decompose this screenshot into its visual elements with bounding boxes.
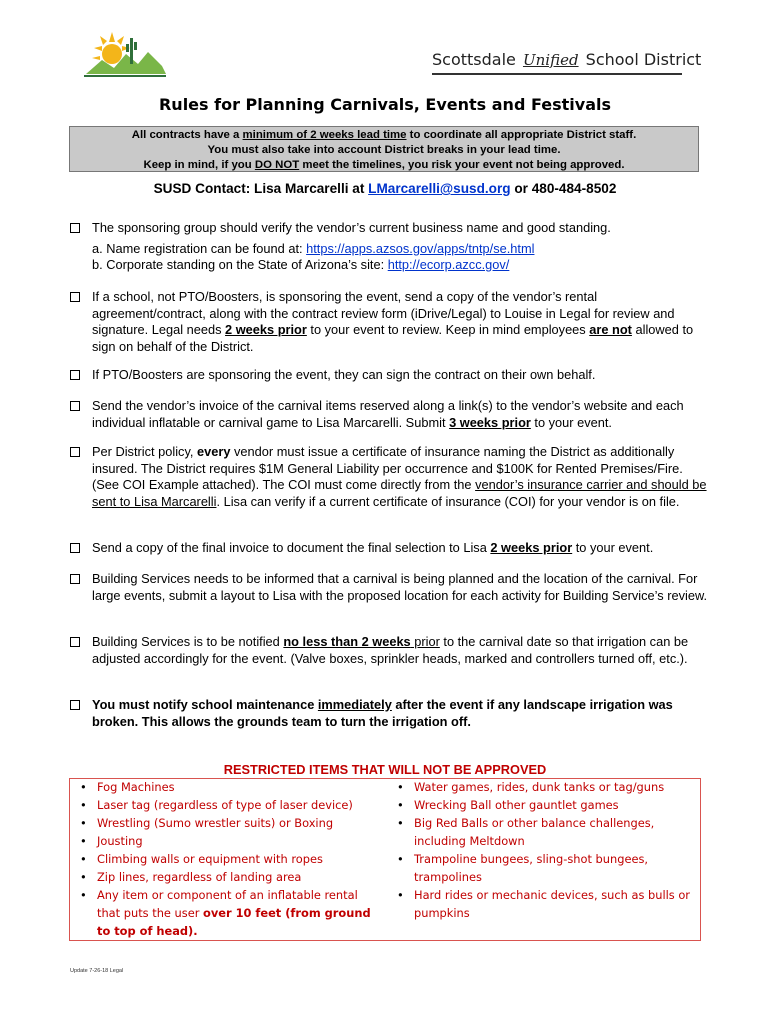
notice-line-3: Keep in mind, if you DO NOT meet the timelines, you risk your event not being approved. bbox=[143, 159, 625, 171]
list-item: • Wrestling (Sumo wrestler suits) or Boxing bbox=[80, 816, 334, 830]
sub-item-a: a. Name registration can be found at: https://apps.azsos.gov/apps/tntp/se.html bbox=[92, 240, 535, 256]
checklist-item-maintenance-notify: You must notify school maintenance immediately after the event if any landscape irrigation was broken. This allows the grounds team to turn the irrigation off. bbox=[70, 697, 710, 730]
contact-email-link[interactable]: LMarcarelli@susd.org bbox=[368, 181, 511, 196]
list-item: • Fog Machines bbox=[80, 780, 175, 794]
page-title: Rules for Planning Carnivals, Events and Festivals bbox=[158, 95, 611, 114]
notice-line-1: All contracts have a minimum of 2 weeks lead time to coordinate all appropriate District staff. bbox=[131, 129, 637, 141]
checkbox-icon[interactable] bbox=[70, 223, 80, 233]
checkbox-icon[interactable] bbox=[70, 370, 80, 380]
notice-line-2: You must also take into account District breaks in your lead time. bbox=[207, 144, 561, 156]
restricted-list-left bbox=[76, 778, 376, 940]
restricted-items-title: RESTRICTED ITEMS THAT WILL NOT BE APPROVED bbox=[223, 762, 547, 777]
sub-item-b: b. Corporate standing on the State of Arizona’s site: http://ecorp.azcc.gov/ bbox=[92, 257, 510, 272]
district-logo-icon bbox=[82, 30, 168, 78]
checklist-item-school-sponsor: If a school, not PTO/Boosters, is sponsoring the event, send a copy of the vendor’s rental agreement/contract, along with the contract review form (iDrive/Legal) to Louise in Legal for review and signature. Legal needs 2 weeks prior to your event to review. Keep in mind employees are not allowed to sign on behalf of the District. bbox=[70, 289, 710, 355]
checklist-item-vendor-invoice: Send the vendor’s invoice of the carnival items reserved along a link(s) to the vendor’s website and each individual inflatable or carnival game to Lisa Marcarelli. Submit 3 weeks prior to your event. bbox=[70, 398, 710, 431]
list-item: • Hard rides or mechanic devices, such as bulls or pumpkins bbox=[397, 888, 690, 920]
checklist-item-insurance: Per District policy, every vendor must issue a certificate of insurance naming the District as additionally insured. The District requires $1M General Liability per occurrence and $100K for Rented Premises/Fire. (See COI Example attached). The COI must come directly from the vendor’s insurance carrier and should be sent to Lisa Marcarelli. Lisa can verify if a current certificate of insurance (COI) for your vendor is on file. bbox=[70, 444, 710, 510]
list-item: • Trampoline bungees, sling-shot bungees, trampolines bbox=[397, 852, 649, 884]
checklist-item-final-invoice: Send a copy of the final invoice to document the final selection to Lisa 2 weeks prior to your event. bbox=[70, 540, 710, 557]
list-item: • Wrecking Ball other gauntlet games bbox=[397, 798, 619, 812]
checklist-item-vendor-verify: The sponsoring group should verify the vendor’s current business name and good standing. a. Name registration can be found at: https://apps.azsos.gov/apps/tntp/se.html b. Corporate standing on the State of Arizona’s site: http://ecorp.azcc.gov/ bbox=[70, 220, 710, 274]
azsos-link[interactable]: https://apps.azsos.gov/apps/tntp/se.html bbox=[306, 240, 535, 256]
checkbox-icon[interactable] bbox=[70, 574, 80, 584]
restricted-list-right bbox=[393, 778, 693, 922]
contact-line: SUSD Contact: Lisa Marcarelli at LMarcarelli@susd.org or 480-484-8502 bbox=[153, 181, 617, 196]
district-name: Scottsdale Unified School District bbox=[432, 50, 702, 69]
azcc-link[interactable]: http://ecorp.azcc.gov/ bbox=[387, 257, 510, 272]
list-item: • Climbing walls or equipment with ropes bbox=[80, 852, 323, 866]
header-rule bbox=[432, 73, 682, 75]
list-item: • Laser tag (regardless of type of laser device) bbox=[80, 798, 353, 812]
list-item: • Any item or component of an inflatable rental that puts the user over 10 feet (from ground to top of head). bbox=[80, 888, 371, 938]
checkbox-icon[interactable] bbox=[70, 700, 80, 710]
notice-box bbox=[69, 126, 699, 172]
checklist-item-building-services-layout: Building Services needs to be informed that a carnival is being planned and the location of the carnival. For large events, submit a layout to Lisa with the proposed location for each activity for Building Service’s review. bbox=[70, 571, 710, 604]
checkbox-icon[interactable] bbox=[70, 401, 80, 411]
footer-update-note: Update 7-26-18 Legal bbox=[70, 968, 124, 974]
list-item: • Zip lines, regardless of landing area bbox=[80, 870, 302, 884]
checkbox-icon[interactable] bbox=[70, 447, 80, 457]
checkbox-icon[interactable] bbox=[70, 292, 80, 302]
checklist-item-pto-sponsor: If PTO/Boosters are sponsoring the event, they can sign the contract on their own behalf. bbox=[70, 367, 710, 384]
checkbox-icon[interactable] bbox=[70, 543, 80, 553]
list-item: • Big Red Balls or other balance challenges, including Meltdown bbox=[397, 816, 655, 848]
list-item: • Water games, rides, dunk tanks or tag/guns bbox=[397, 780, 665, 794]
checkbox-icon[interactable] bbox=[70, 637, 80, 647]
district-unified-word: Unified bbox=[522, 51, 579, 69]
list-item: • Jousting bbox=[80, 834, 143, 848]
checklist-item-irrigation-notice: Building Services is to be notified no less than 2 weeks prior to the carnival date so that irrigation can be adjusted accordingly for the event. (Valve boxes, sprinkler heads, marked and controllers turned off, etc.). bbox=[70, 634, 710, 667]
